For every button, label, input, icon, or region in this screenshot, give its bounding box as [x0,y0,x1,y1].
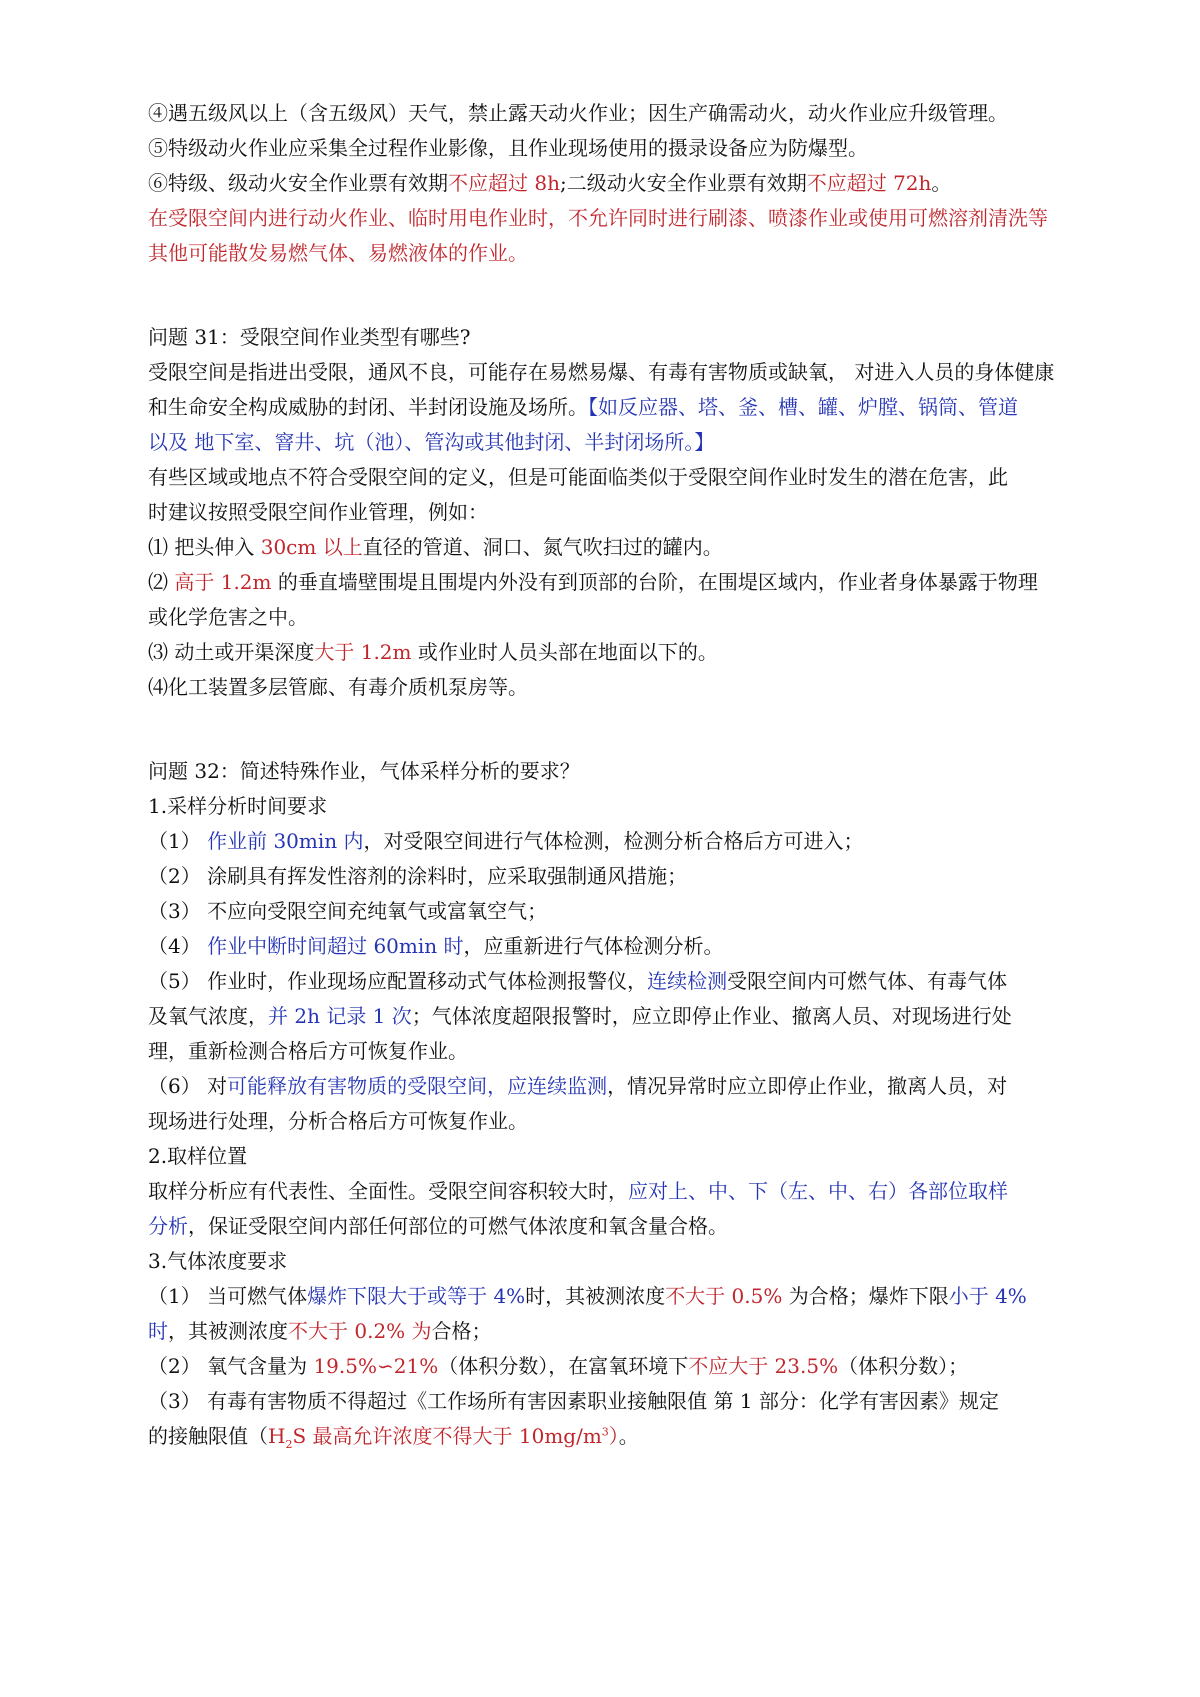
text-segment: （2） 涂刷具有挥发性溶剂的涂料时，应采取强制通风措施； [148,864,688,888]
concentration-item-3 [148,1382,1068,1420]
timing-item-5-cont [148,997,1068,1035]
highlight-rule-line-2 [148,234,1068,272]
text-segment: 作业中断时间超过 60min 时 [207,934,464,958]
text-segment: ⑷化工装置多层管廊、有毒介质机泵房等。 [148,675,528,699]
text-segment: 时 [148,1319,168,1343]
text-segment: 作业前 30min 内 [207,829,364,853]
timing-item-4 [148,927,1068,965]
text-segment: 。 [931,171,952,195]
text-segment: ，保证受限空间内部任何部位的可燃气体浓度和氧含量合格。 [188,1214,728,1238]
sampling-position-line-1 [148,1172,1068,1210]
text-segment: 受限空间内可燃气体、有毒气体 [727,969,1008,993]
timing-item-6-cont [148,1102,1068,1140]
text-segment: ⑵ [148,570,175,594]
highlight-rule-line-1 [148,199,1068,237]
text-segment: 受限空间是指进出受限，通风不良，可能存在易燃易爆、有毒有害物质或缺氧， 对进入人员的身体健康 [148,360,1055,384]
text-segment: 爆炸下限大于或等于 4% [307,1284,526,1308]
text-segment: ；气体浓度超限报警时，应立即停止作业、撤离人员、对现场进行处 [411,1004,1012,1028]
text-segment: 取样分析应有代表性、全面性。受限空间容积较大时， [148,1179,628,1203]
text-segment: 分析 [148,1214,188,1238]
timing-item-5 [148,962,1068,1000]
text-segment: 3 [601,1425,609,1439]
text-segment: 不大于 0.5% [665,1284,789,1308]
similar-hazard-line-2 [148,493,1068,531]
text-segment: 或化学危害之中。 [148,605,308,629]
text-segment: 问题 32：简述特殊作业，气体采样分析的要求？ [148,759,580,783]
timing-item-6 [148,1067,1068,1105]
text-segment: H [268,1424,286,1448]
text-segment: 和生命安全构成威胁的封闭、半封闭设施及场所。 [148,395,588,419]
text-segment: 理，重新检测合格后方可恢复作业。 [148,1039,468,1063]
definition-line-3 [148,423,1068,461]
text-segment: 大于 1.2m [314,640,418,664]
text-segment: （4） [148,934,208,958]
text-segment: ，应重新进行气体检测分析。 [463,934,724,958]
example-item-4 [148,668,1068,706]
text-segment: 3.气体浓度要求 [148,1249,288,1273]
text-segment: ⑴ 把头伸入 [148,535,261,559]
concentration-item-3-cont [148,1417,1068,1455]
text-segment: 应对上、中、下（左、中、右）各部位取样 [628,1179,1008,1203]
sampling-position-line-2 [148,1207,1068,1245]
concentration-item-1-cont [148,1312,1068,1350]
similar-hazard-line-1 [148,458,1068,496]
text-segment: 不大于 0.2% 为 [288,1319,432,1343]
text-segment: 不应大于 23.5% [688,1354,839,1378]
text-segment: 2 [285,1438,293,1451]
text-segment: 在受限空间内进行动火作业、临时用电作业时，不允许同时进行刷漆、喷漆作业或使用可燃溶剂清洗等 [148,206,1048,230]
text-segment: 及氧气浓度， [148,1004,268,1028]
rule-item-6 [148,164,1068,202]
text-segment: 其他可能散发易燃气体、易燃液体的作业。 [148,241,528,265]
text-segment: 现场进行处理，分析合格后方可恢复作业。 [148,1109,528,1133]
text-segment: ⑥特级、级动火安全作业票有效期 [148,171,448,195]
text-segment: 2.取样位置 [148,1144,248,1168]
concentration-item-2 [148,1347,1068,1385]
text-segment: S 最高允许浓度不得大于 10mg/m [292,1424,602,1448]
text-segment: 1.采样分析时间要求 [148,794,328,818]
text-segment: 。 [618,1424,639,1448]
text-segment: 的接触限值（ [148,1424,268,1448]
text-segment: （体积分数），在富氧环境下 [438,1354,689,1378]
timing-item-2 [148,857,1068,895]
text-segment: 的垂直墙壁围堤且围堤内外没有到顶部的台阶，在围堤区域内，作业者身体暴露于物理 [277,570,1038,594]
text-segment: （1） [148,829,208,853]
text-segment: ⑤特级动火作业应采集全过程作业影像，且作业现场使用的摄录设备应为防爆型。 [148,136,868,160]
text-segment: 以及 地下室、窨井、坑（池）、管沟或其他封闭、半封闭场所。】 [148,430,715,454]
text-segment: 时建议按照受限空间作业管理，例如： [148,500,488,524]
text-segment: （3） 有毒有害物质不得超过《工作场所有害因素职业接触限值 第 1 部分：化学有害因素》规定 [148,1389,999,1413]
definition-line-1 [148,353,1068,391]
timing-item-3 [148,892,1068,930]
text-segment: ，对受限空间进行气体检测，检测分析合格后方可进入； [363,829,864,853]
text-segment: 不应超过 8h [448,171,560,195]
text-segment: 直径的管道、洞口、氮气吹扫过的罐内。 [362,535,723,559]
example-item-3 [148,633,1068,671]
text-segment: （5） 作业时，作业现场应配置移动式气体检测报警仪， [148,969,648,993]
text-segment: 不应超过 72h [806,171,932,195]
text-segment: 30cm 以上 [260,535,363,559]
text-segment: （6） 对 [148,1074,228,1098]
section-2-heading [148,1137,1068,1175]
text-segment: 19.5%∽21% [313,1354,439,1378]
text-segment: （体积分数）； [838,1354,969,1378]
text-segment: 或作业时人员头部在地面以下的。 [417,640,718,664]
text-segment: 连续检测 [647,969,728,993]
text-segment: ，其被测浓度 [168,1319,288,1343]
example-item-2-cont [148,598,1068,636]
definition-line-2 [148,388,1068,426]
text-segment: 并 2h 记录 1 次 [268,1004,412,1028]
text-segment: ） [608,1424,619,1448]
example-item-2 [148,563,1068,601]
question-32-title [148,752,1068,790]
text-segment: 问题 31：受限空间作业类型有哪些? [148,325,471,349]
timing-item-5-cont-2 [148,1032,1068,1070]
rule-item-4 [148,94,1068,132]
text-segment: （3） 不应向受限空间充纯氧气或富氧空气； [148,899,548,923]
text-segment: 为合格；爆炸下限 [788,1284,949,1308]
section-1-heading [148,787,1068,825]
rule-item-5 [148,129,1068,167]
example-item-1 [148,528,1068,566]
text-segment: ，情况异常时应立即停止作业，撤离人员，对 [607,1074,1008,1098]
text-segment: 高于 1.2m [174,570,278,594]
timing-item-1 [148,822,1068,860]
text-segment: ;二级动火安全作业票有效期 [559,171,807,195]
text-segment: 时，其被测浓度 [525,1284,666,1308]
text-segment: （1） 当可燃气体 [148,1284,308,1308]
text-segment: ④遇五级风以上（含五级风）天气，禁止露天动火作业；因生产确需动火，动火作业应升级管理。 [148,101,1008,125]
text-segment: 有些区域或地点不符合受限空间的定义，但是可能面临类似于受限空间作业时发生的潜在危害，此 [148,465,1008,489]
concentration-item-1 [148,1277,1068,1315]
text-segment: 小于 4% [948,1284,1027,1308]
text-segment: 可能释放有害物质的受限空间，应连续监测 [227,1074,608,1098]
section-3-heading [148,1242,1068,1280]
question-31-title [148,318,1068,356]
text-segment: 【如反应器、塔、釜、槽、罐、炉膛、锅筒、管道 [588,395,1018,419]
text-segment: （2） 氧气含量为 [148,1354,314,1378]
text-segment: 合格； [431,1319,492,1343]
text-segment: ⑶ 动土或开渠深度 [148,640,315,664]
